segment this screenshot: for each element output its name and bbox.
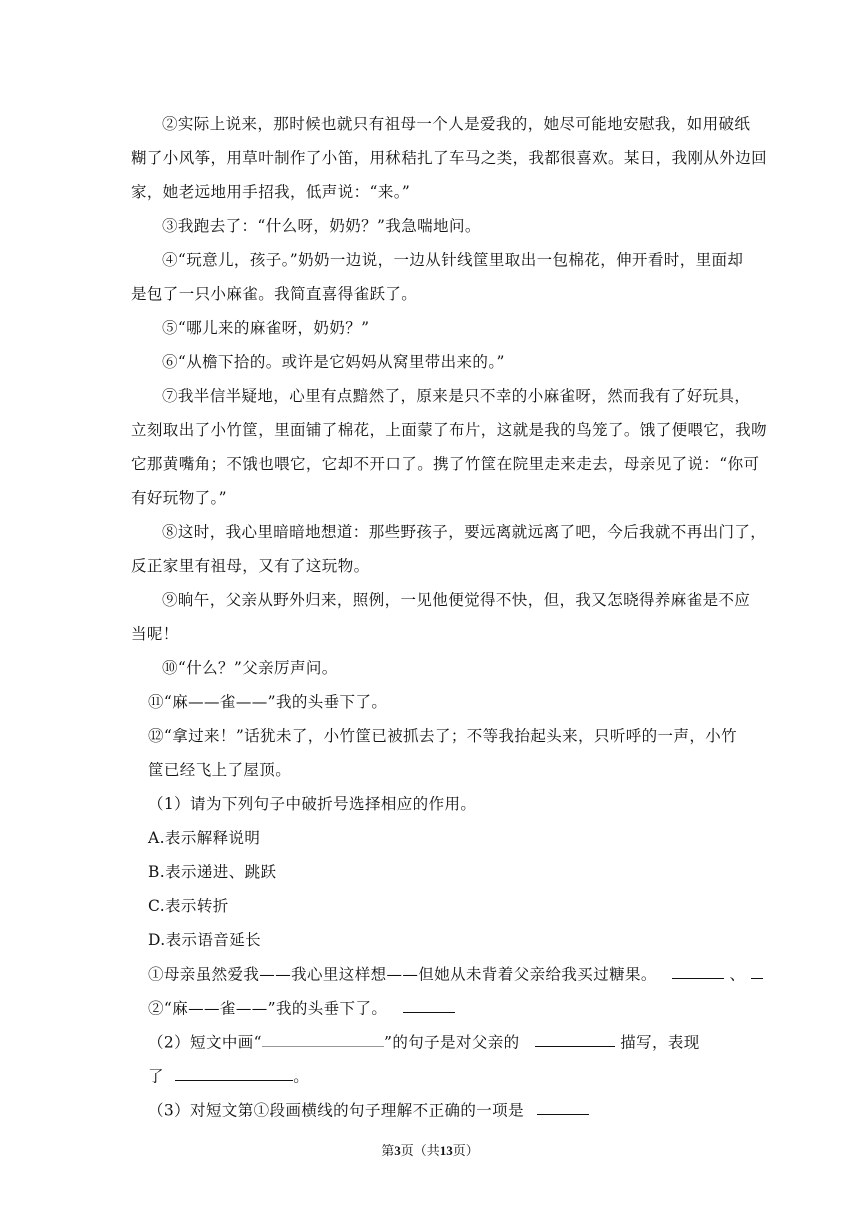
paragraph-8-line-1: ⑧这时，我心里暗暗地想道：那些野孩子，要远离就远离了吧，今后我就不再出门了，: [162, 523, 767, 541]
paragraph-6: ⑥“从檐下拾的。或许是它妈妈从窝里带出来的。”: [162, 353, 505, 371]
page-footer: [0, 1140, 860, 1159]
answer-blank-1b[interactable]: [751, 962, 763, 979]
question-1-item-2: [148, 996, 455, 1018]
question-2-text-e: 。: [293, 1067, 310, 1086]
paragraph-10: ⑩“什么？”父亲厉声问。: [162, 659, 338, 677]
question-2-text-a: （2）短文中画“: [148, 1033, 262, 1052]
paragraph-7-line-4: 有好玩物了。”: [131, 489, 227, 507]
page-number: 3: [394, 1143, 401, 1158]
paragraph-11: ⑪“麻——雀——”我的头垂下了。: [148, 693, 388, 711]
answer-blank-3[interactable]: [535, 1030, 615, 1047]
paragraph-7-line-2: 立刻取出了小竹筐，里面铺了棉花，上面蒙了布片，这就是我的鸟笼了。饿了便喂它，我吻: [131, 421, 768, 439]
question-3: [148, 1098, 589, 1120]
total-pages: 13: [439, 1143, 453, 1158]
blank-separator: 、: [729, 965, 746, 984]
answer-blank-5[interactable]: [537, 1098, 589, 1115]
paragraph-8-line-2: 反正家里有祖母，又有了这玩物。: [131, 557, 370, 575]
paragraph-2-line-1: ②实际上说来，那时候也就只有祖母一个人是爱我的，她尽可能地安慰我，如用破纸: [162, 115, 751, 133]
question-2-line-2: [148, 1064, 309, 1086]
question-2-text-c: 描写，表现: [620, 1033, 700, 1052]
question-3-stem: （3）对短文第①段画横线的句子理解不正确的一项是: [148, 1101, 524, 1120]
option-d: D.表示语音延长: [148, 931, 262, 949]
paragraph-12-line-1: ⑫“拿过来！”话犹未了，小竹筐已被抓去了；不等我抬起头来，只听呼的一声，小竹: [148, 727, 738, 745]
paragraph-4-line-2: 是包了一只小麻雀。我简直喜得雀跃了。: [131, 285, 418, 303]
paragraph-2-line-2: 糊了小风筝，用草叶制作了小笛，用秫秸扎了车马之类，我都很喜欢。某日，我刚从外边回: [131, 149, 768, 167]
answer-blank-1a[interactable]: [672, 962, 724, 979]
question-1-item-1-text: ①母亲虽然爱我——我心里这样想——但她从未背着父亲给我买过糖果。: [148, 965, 657, 984]
option-a: A.表示解释说明: [148, 829, 261, 847]
option-b: B.表示递进、跳跃: [148, 863, 277, 881]
question-1-item-2-text: ②“麻——雀——”我的头垂下了。: [148, 999, 388, 1018]
footer-suffix: 页）: [452, 1144, 479, 1159]
answer-blank-2[interactable]: [403, 996, 455, 1013]
question-2-text-b: ”的句子是对父亲的: [384, 1033, 520, 1052]
paragraph-4-line-1: ④“玩意儿，孩子。”奶奶一边说，一边从针线筐里取出一包棉花，伸开看时，里面却: [162, 251, 744, 269]
footer-middle: 页（共: [400, 1144, 440, 1159]
paragraph-7-line-1: ⑦我半信半疑地，心里有点黯然了，原来是只不幸的小麻雀呀，然而我有了好玩具，: [162, 387, 751, 405]
option-c: C.表示转折: [148, 897, 229, 915]
paragraph-7-line-3: 它那黄嘴角；不饿也喂它，它却不开口了。携了竹筐在院里走来走去，母亲见了说：“你可: [131, 455, 760, 473]
underline-sample: [262, 1030, 384, 1047]
paragraph-12-line-2: 筐已经飞上了屋顶。: [148, 761, 292, 779]
question-1-item-1: [148, 962, 763, 984]
paragraph-9-line-1: ⑨晌午，父亲从野外归来，照例，一见他便觉得不快，但，我又怎晓得养麻雀是不应: [162, 591, 751, 609]
question-2-line-1: [148, 1030, 700, 1052]
paragraph-2-line-3: 家，她老远地用手招我，低声说：“来。”: [131, 183, 411, 201]
paragraph-9-line-2: 当呢！: [131, 625, 179, 643]
footer-prefix: 第: [381, 1144, 395, 1159]
answer-blank-4[interactable]: [175, 1064, 293, 1081]
question-2-text-d: 了: [148, 1067, 164, 1086]
paragraph-5: ⑤“哪儿来的麻雀呀，奶奶？”: [162, 319, 370, 337]
question-1-stem: （1）请为下列句子中破折号选择相应的作用。: [148, 795, 477, 813]
paragraph-3: ③我跑去了：“什么呀，奶奶？”我急喘地问。: [162, 217, 481, 235]
